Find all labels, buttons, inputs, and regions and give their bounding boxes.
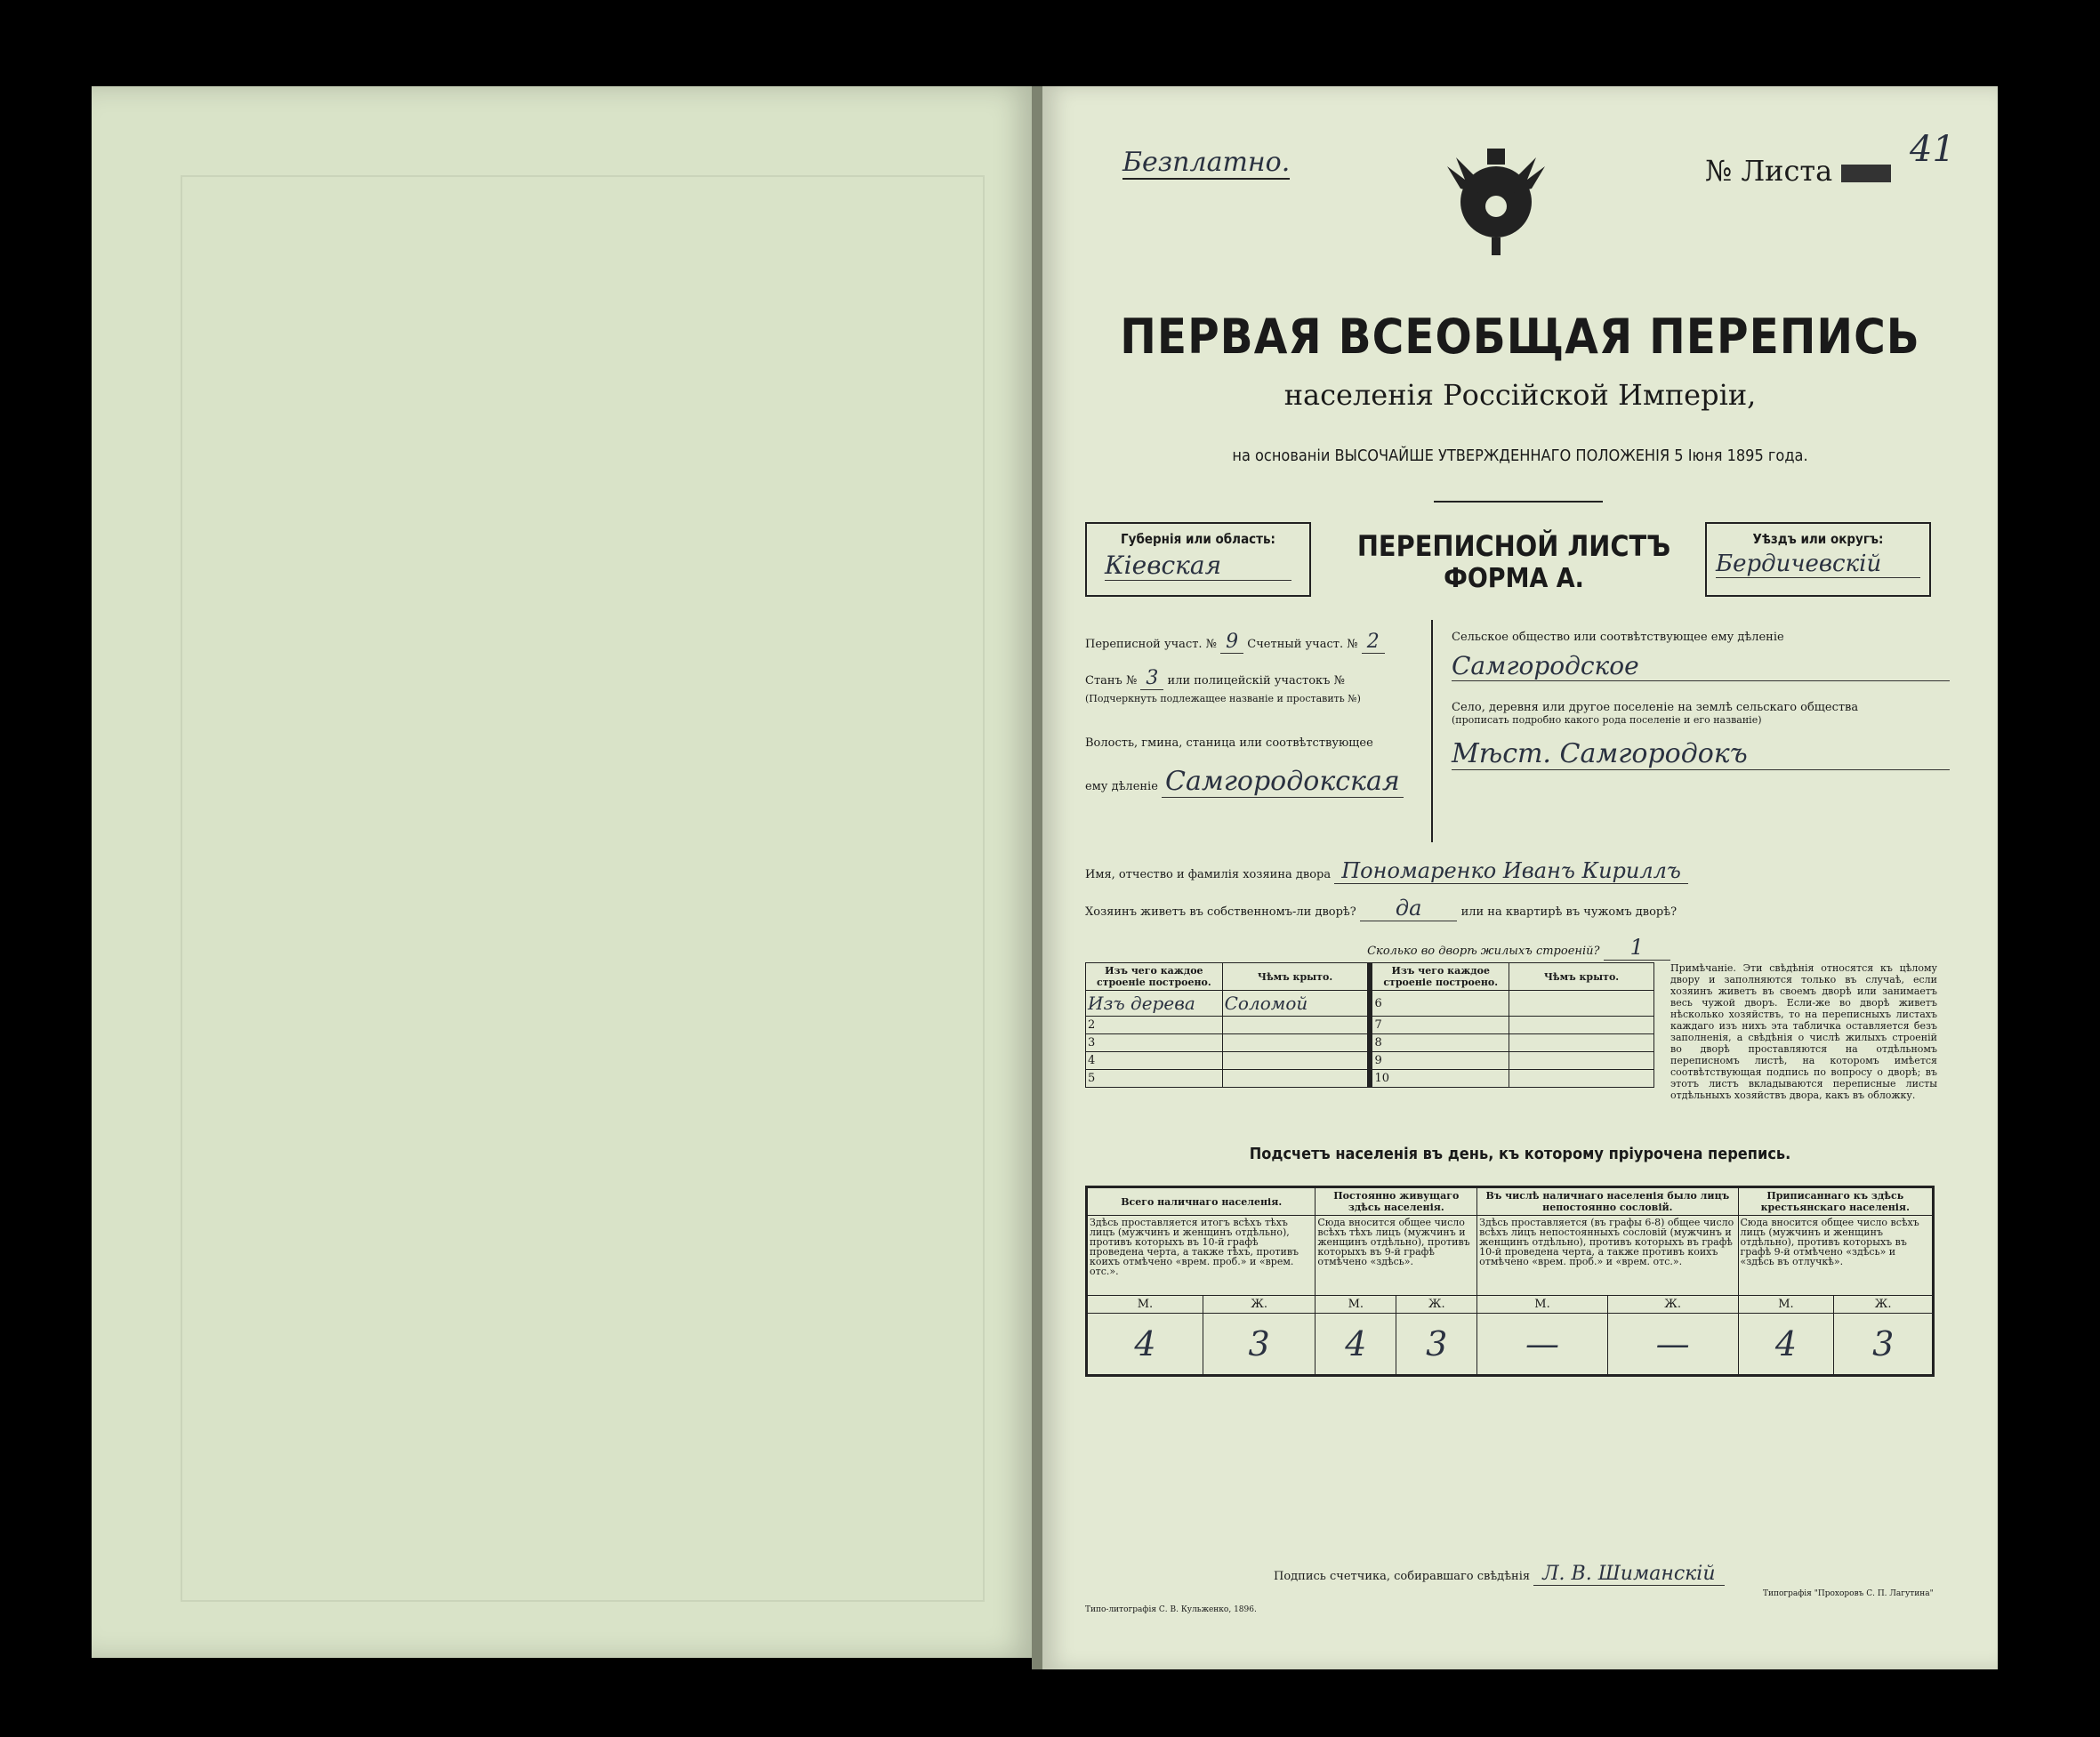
tally-value: 4 — [1316, 1314, 1396, 1376]
tally-desc-total: Здѣсь проставляется итогъ всѣхъ тѣхъ лицъ (мужчинъ и женщинъ отдѣльно), противъ которыхъ въ 10-й графѣ проведена черта, а также тѣхъ, противъ коихъ отмѣчено «врем. проб.» и «врем. отс.». — [1087, 1216, 1316, 1296]
village-note: (прописать подробно какого рода поселеніе и его названіе) — [1452, 714, 1762, 726]
lives-own-value: да — [1360, 896, 1458, 921]
village-label: Село, деревня или другое поселеніе на землѣ сельскаго общества — [1452, 701, 1859, 714]
census-sheet-page — [1042, 86, 1998, 1669]
sheet-number-label: № Листа — [1705, 154, 1833, 188]
count-district-label: Счетный участ. № — [1247, 638, 1358, 651]
form-name: ФОРМА А. — [1444, 563, 1584, 594]
signature-value: Л. В. Шиманскій — [1533, 1563, 1724, 1586]
lives-own-label: Хозяинъ живетъ въ собственномъ-ли дворѣ? — [1085, 905, 1356, 919]
tally-desc-peasant: Сюда вносится общее число всѣхъ лицъ (мужчинъ и женщинъ отдѣльно), противъ которыхъ въ графѣ 9-й отмѣчено «здѣсь» и «здѣсь въ отлучкѣ». — [1738, 1216, 1933, 1296]
village-value: Мѣст. Самгородокъ — [1452, 738, 1950, 770]
tally-value: 3 — [1834, 1314, 1934, 1376]
imperial-eagle-icon — [1443, 140, 1549, 264]
society-fields — [1452, 631, 1950, 770]
tally-desc-nonpermanent: Здѣсь проставляется (въ графы 6-8) общее число всѣхъ лицъ непостоянныхъ сословій (мужчинъ и женщинъ отдѣльно), противъ которыхъ въ графѣ 10-й проведена черта, а также противъ коихъ отмѣчено «врем. проб.» и «врем. отс.». — [1477, 1216, 1738, 1296]
owner-value: Пономаренко Иванъ Кириллъ — [1334, 858, 1688, 884]
buildings-col-roof: Чѣмъ крыто. — [1222, 963, 1370, 991]
count-district-value: 2 — [1362, 631, 1385, 654]
tally-title: Подсчетъ населенія въ день, къ которому пріурочена перепись. — [1249, 1145, 1791, 1163]
census-district-label: Переписной участ. № — [1085, 638, 1217, 651]
page-subtitle: населенія Россійской Имперіи, — [1283, 378, 1757, 412]
volost-label-2: ему дѣленіе — [1085, 780, 1158, 793]
bleed-through-form — [181, 175, 985, 1602]
guberniya-value: Кіевская — [1105, 551, 1291, 581]
signature-label: Подпись счетчика, собиравшаго свѣдѣнія — [1274, 1570, 1531, 1583]
note-text: Примѣчаніе. Эти свѣдѣнія относятся къ цѣлому двору и заполняются только въ случаѣ, если хозяинъ живетъ въ своемъ дворѣ или занимаетъ весь чужой дворъ. Если-же во дворѣ живетъ нѣсколько хозяйствъ, то на переписныхъ листахъ каждаго изъ нихъ эта табличка оставляется безъ заполненія, а свѣдѣнія о числѣ жилыхъ строеній во дворѣ проставляются на отдѣльномъ переписномъ листѣ, на которомъ имѣется соотвѣтствующая подпись по вопросу о дворѣ; въ этотъ листъ вкладываются переписные листы отдѣльныхъ хозяйствъ двора, какъ въ обложку. — [1670, 962, 1937, 1101]
tally-value: 4 — [1738, 1314, 1834, 1376]
guberniya-label: Губернія или область: — [1121, 531, 1275, 547]
tally-sex-row: М. Ж. М. Ж. М. Ж. М. Ж. — [1087, 1296, 1934, 1314]
tally-value: 3 — [1396, 1314, 1477, 1376]
printer-right: Типографія "Прохоровъ С. П. Лагутина" — [1763, 1589, 1934, 1598]
sheet-number-handwritten: 41 — [1910, 129, 1955, 170]
column-divider — [1431, 620, 1433, 842]
buildings-table — [1085, 962, 1654, 1088]
stan-value: 3 — [1140, 667, 1163, 690]
tally-value: — — [1477, 1314, 1608, 1376]
volost-value: Самгородокская — [1162, 766, 1404, 798]
owner-fields — [1085, 858, 1952, 960]
lives-rent-label: или на квартирѣ въ чужомъ дворѣ? — [1460, 905, 1678, 919]
buildings-label: Сколько во дворѣ жилыхъ строеній? — [1367, 945, 1600, 958]
society-label: Сельское общество или соотвѣтствующее ему дѣленіе — [1452, 631, 1784, 644]
buildings-col-material: Изъ чего каждое строеніе построено. — [1086, 963, 1223, 991]
table-row: Изъ дерева Соломой 6 — [1086, 991, 1654, 1017]
tally-head-permanent: Постоянно живущаго здѣсь населенія. — [1316, 1187, 1477, 1216]
tally-value: 3 — [1203, 1314, 1316, 1376]
sheet-title: ПЕРЕПИСНОЙ ЛИСТЪ — [1356, 529, 1671, 563]
sheet-number — [1705, 154, 1891, 188]
tally-head-peasant: Приписаннаго къ здѣсь крестьянскаго населенія. — [1738, 1187, 1933, 1216]
society-value: Самгородское — [1452, 651, 1950, 681]
uezd-label: Уѣздъ или округъ: — [1752, 531, 1884, 547]
tally-value: 4 — [1087, 1314, 1203, 1376]
uezd-value: Бердичевскій — [1716, 551, 1920, 578]
page-title: ПЕРВАЯ ВСЕОБЩАЯ ПЕРЕПИСЬ — [1120, 309, 1920, 365]
legal-basis: на основаніи ВЫСОЧАЙШЕ УТВЕРЖДЕННАГО ПОЛОЖЕНІЯ 5 Іюня 1895 года. — [1232, 446, 1808, 465]
ornament-divider — [1434, 501, 1603, 503]
table-row: 5 10 — [1086, 1070, 1654, 1088]
police-label: или полицейскій участокъ № — [1167, 674, 1345, 688]
sheet-title-block — [1309, 529, 1718, 594]
left-page — [92, 86, 1036, 1658]
table-row: 2 7 — [1086, 1017, 1654, 1034]
census-district-value: 9 — [1220, 631, 1243, 654]
buildings-col-roof-2: Чѣмъ крыто. — [1509, 963, 1654, 991]
buildings-value: 1 — [1604, 935, 1670, 961]
buildings-col-material-2: Изъ чего каждое строеніе построено. — [1370, 963, 1509, 991]
tally-table — [1085, 1186, 1935, 1377]
printer-left: Типо-литографія С. В. Кульженко, 1896. — [1085, 1605, 1257, 1614]
table-row: 3 8 — [1086, 1034, 1654, 1052]
guberniya-box — [1085, 522, 1311, 597]
tally-desc-permanent: Сюда вносится общее число всѣхъ тѣхъ лицъ (мужчинъ и женщинъ отдѣльно), противъ которыхъ въ 9-й графѣ отмѣчено «здѣсь». — [1316, 1216, 1477, 1296]
signature-line — [1274, 1563, 1725, 1585]
stan-label: Станъ № — [1085, 674, 1138, 688]
tally-head-nonpermanent: Въ числѣ наличнаго населенія было лицъ непостоянно сословій. — [1477, 1187, 1738, 1216]
owner-label: Имя, отчество и фамилія хозяина двора — [1085, 868, 1332, 881]
table-row: 4 9 — [1086, 1052, 1654, 1070]
tally-value: — — [1607, 1314, 1738, 1376]
uezd-box — [1705, 522, 1931, 597]
stan-note: (Подчеркнуть подлежащее названіе и проставить №) — [1085, 693, 1361, 704]
volost-label: Волость, гмина, станица или соотвѣтствующее — [1085, 736, 1373, 750]
district-fields — [1085, 631, 1432, 797]
tally-head-total: Всего наличнаго населенія. — [1087, 1187, 1316, 1216]
free-label: Безплатно. — [1122, 147, 1291, 178]
tally-values-row — [1087, 1314, 1934, 1376]
